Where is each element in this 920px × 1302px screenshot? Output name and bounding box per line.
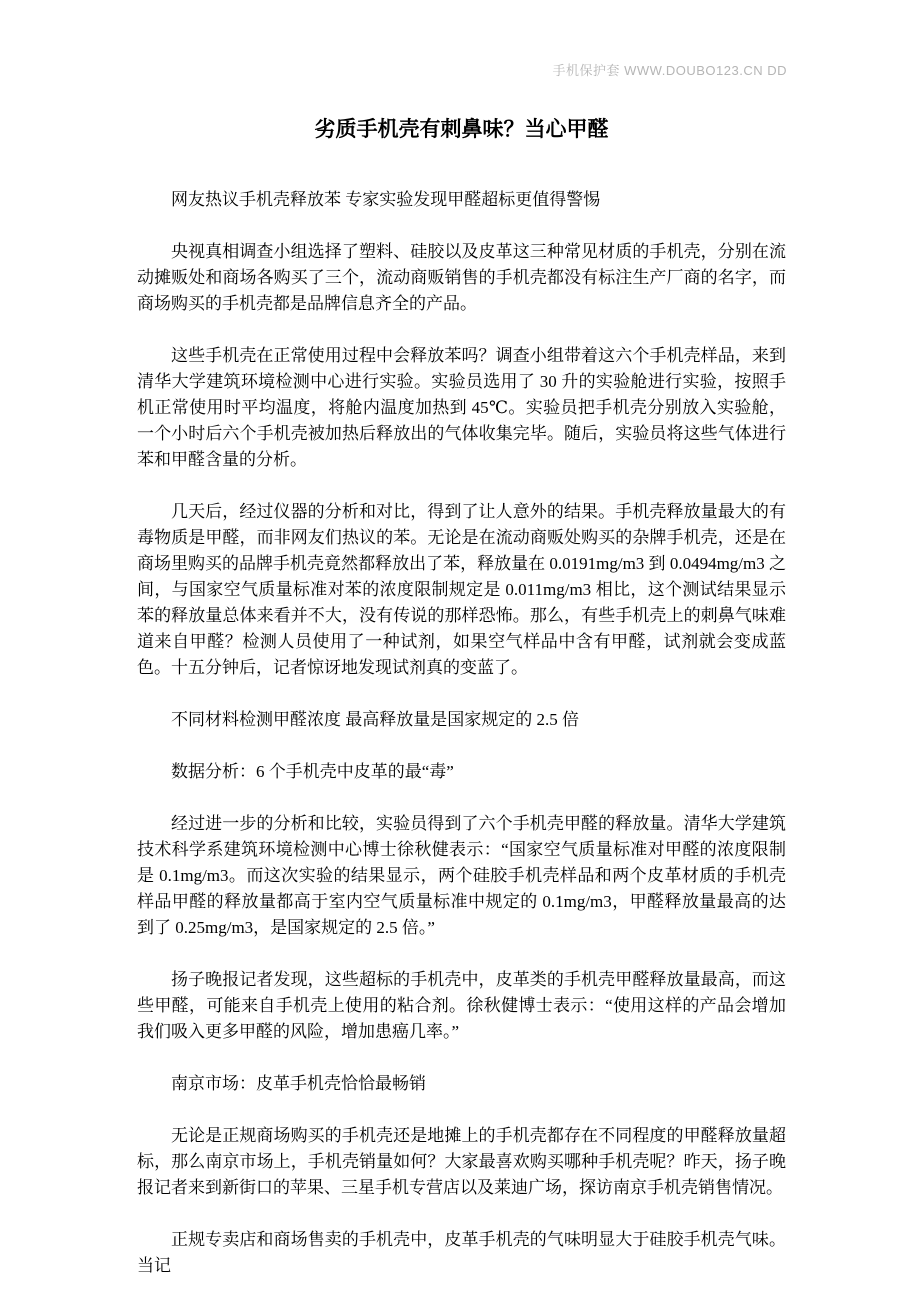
paragraph: 央视真相调查小组选择了塑料、硅胶以及皮革这三种常见材质的手机壳，分别在流动摊贩处和商场各购买了三个，流动商贩销售的手机壳都没有标注生产厂商的名字，而商场购买的手机壳都是品牌信息齐全的产品。	[137, 242, 786, 313]
page-title: 劣质手机壳有刺鼻味？当心甲醛	[314, 117, 609, 141]
section-heading-analysis: 数据分析：6 个手机壳中皮革的最“毒”	[171, 762, 454, 781]
paragraph: 无论是正规商场购买的手机壳还是地摊上的手机壳都存在不同程度的甲醛释放量超标，那么南京市场上，手机壳销量如何？大家最喜欢购买哪种手机壳呢？昨天，扬子晚报记者来到新街口的苹果、三星手机专营店以及莱迪广场，探访南京手机壳销售情况。	[137, 1126, 786, 1197]
section-heading-market: 南京市场：皮革手机壳恰恰最畅销	[171, 1074, 426, 1093]
paragraph: 经过进一步的分析和比较，实验员得到了六个手机壳甲醛的释放量。清华大学建筑技术科学系建筑环境检测中心博士徐秋健表示：“国家空气质量标准对甲醛的浓度限制是 0.1mg/m3。而这次实验的结果显示，两个硅胶手机壳样品和两个皮革材质的手机壳样品甲醛的释放量都高于室内空气质量标准中规定的 0.1mg/m3，甲醛释放量最高的达到了 0.25mg/m3，是国家规定的 2.5 倍。”	[137, 814, 786, 937]
paragraph: 这些手机壳在正常使用过程中会释放苯吗？调查小组带着这六个手机壳样品，来到清华大学建筑环境检测中心进行实验。实验员选用了 30 升的实验舱进行实验，按照手机正常使用时平均温度，将舱内温度加热到 45℃。实验员把手机壳分别放入实验舱，一个小时后六个手机壳被加热后释放出的气体收集完毕。随后，实验员将这些气体进行苯和甲醛含量的分析。	[137, 346, 786, 469]
header-watermark: 手机保护套 WWW.DOUBO123.CN DD	[552, 63, 787, 78]
paragraph: 几天后，经过仪器的分析和对比，得到了让人意外的结果。手机壳释放量最大的有毒物质是甲醛，而非网友们热议的苯。无论是在流动商贩处购买的杂牌手机壳，还是在商场里购买的品牌手机壳竟然都释放出了苯，释放量在 0.0191mg/m3 到 0.0494mg/m3 之间，与国家空气质量标准对苯的浓度限制规定是 0.011mg/m3 相比，这个测试结果显示苯的释放量总体来看并不大，没有传说的那样恐怖。那么，有些手机壳上的刺鼻气味难道来自甲醛？检测人员使用了一种试剂，如果空气样品中含有甲醛，试剂就会变成蓝色。十五分钟后，记者惊讶地发现试剂真的变蓝了。	[137, 502, 786, 677]
paragraph: 正规专卖店和商场售卖的手机壳中，皮革手机壳的气味明显大于硅胶手机壳气味。当记	[137, 1230, 786, 1275]
section-heading-detection: 不同材料检测甲醛浓度 最高释放量是国家规定的 2.5 倍	[171, 710, 579, 729]
paragraph: 扬子晚报记者发现，这些超标的手机壳中，皮革类的手机壳甲醛释放量最高，而这些甲醛，可能来自手机壳上使用的粘合剂。徐秋健博士表示：“使用这样的产品会增加我们吸入更多甲醛的风险，增加患癌几率。”	[137, 970, 786, 1041]
paragraph-subtitle: 网友热议手机壳释放苯 专家实验发现甲醛超标更值得警惕	[171, 190, 601, 209]
